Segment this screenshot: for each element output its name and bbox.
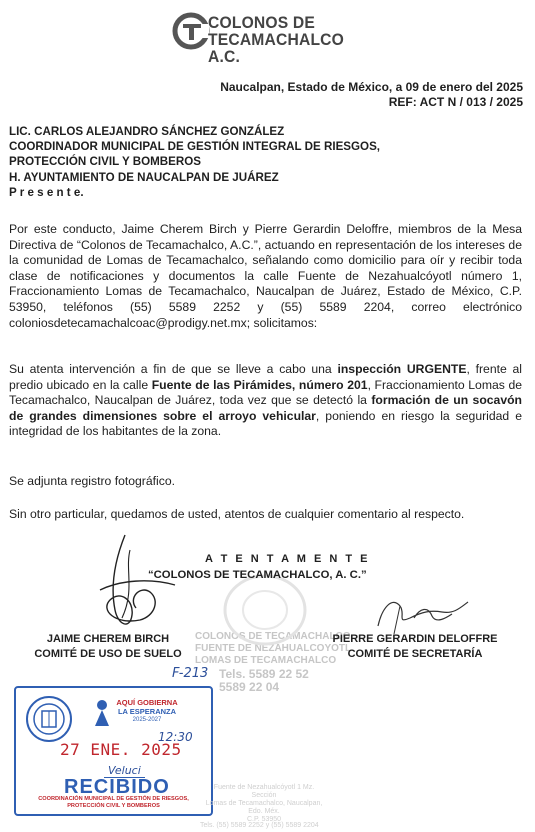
addressee-presente: P r e s e n t e. bbox=[9, 185, 84, 199]
p2-emphasis-sinkhole: formación de un socavón de grandes dimensiones sobre el arroyo vehicular bbox=[9, 393, 522, 423]
faint-stamp-line: Tels. 5589 22 52 bbox=[219, 667, 309, 681]
footer-phones: Tels. (55) 5589 2252 y (55) 5589 2204 bbox=[200, 822, 319, 829]
org-name-line1: COLONOS DE bbox=[208, 13, 315, 32]
colonos-logo-icon bbox=[172, 12, 210, 50]
faint-stamp-line: 5589 22 04 bbox=[219, 680, 280, 694]
municipal-seal-icon bbox=[24, 694, 74, 744]
slogan bbox=[114, 698, 180, 725]
initials-handwritten: Veluci bbox=[104, 764, 145, 778]
body-paragraph-2 bbox=[9, 362, 522, 440]
p2-text: , frente al predio ubicado en la calle bbox=[9, 362, 522, 392]
faint-stamp-line: LOMAS DE TECAMACHALCO bbox=[195, 655, 337, 666]
slogan-period: 2025-2027 bbox=[132, 717, 162, 723]
folio-handwritten: F-213 bbox=[172, 666, 209, 681]
p2-emphasis-address: Fuente de las Pirámides, número 201 bbox=[151, 377, 368, 392]
place-date: Naucalpan, Estado de México, a 09 de enero del 2025 bbox=[220, 80, 523, 94]
footer-line: C.P. 53950 bbox=[246, 816, 282, 823]
footer-line: Lomas de Tecamachalco, Naucalpan, Edo. Méx. bbox=[205, 800, 323, 815]
reference-number: REF: ACT N / 013 / 2025 bbox=[388, 95, 523, 109]
signer-1-role: COMITÉ DE USO DE SUELO bbox=[34, 648, 182, 660]
addressee-title: COORDINADOR MUNICIPAL DE GESTIÓN INTEGRAL DE RIESGOS, bbox=[9, 140, 381, 154]
signer-2 bbox=[330, 632, 500, 662]
body-paragraph-1: Por este conducto, Jaime Cherem Birch y Pierre Gerardin Deloffre, miembros de la Mesa Directiva de “Colonos de Tecamachalco, A.C.”, actuando en representación de los intereses de la comunidad de Lomas de Tecamachalco, señalando como domicilio para oír y recibir toda clase de notificaciones y documentos la calle Fuente de Nezahualcóyotl número 1, Fraccionamiento Lomas de Tecamachalco, Naucalpan de Juárez, Estado de México, C.P. 53950, teléfonos (55) 5589 2252 y (55) 5589 2204, correo electrónico coloniosdetecamachalcoac@prodigy.net.mx; solicitamos: bbox=[9, 222, 522, 330]
received-date: 27 ENE. 2025 bbox=[60, 740, 182, 759]
closing-atentamente: A T E N T A M E N T E bbox=[205, 553, 370, 565]
addressee-block bbox=[9, 124, 509, 200]
faint-stamp-line: FUENTE DE NEZAHUALCOYOTL bbox=[195, 643, 352, 654]
signer-1-name: JAIME CHEREM BIRCH bbox=[46, 633, 170, 645]
addressee-title-cont: PROTECCIÓN CIVIL Y BOMBEROS bbox=[9, 155, 201, 169]
body-paragraph-4: Sin otro particular, quedamos de usted, atentos de cualquier comentario al respecto. bbox=[9, 507, 465, 521]
org-name-line2: TECAMACHALCO A.C. bbox=[208, 30, 345, 66]
p2-emphasis-inspection: inspección URGENTE bbox=[337, 362, 467, 376]
footer-line: Fuente de Nezahualcóyotl 1 Mz. Sección bbox=[213, 784, 315, 799]
signer-2-role: COMITÉ DE SECRETARÍA bbox=[347, 648, 483, 660]
signer-1 bbox=[28, 632, 188, 662]
faint-stamp-line: COLONOS DE TECAMACHALCO bbox=[195, 631, 351, 642]
slogan-line-2: LA ESPERANZA bbox=[117, 707, 177, 716]
p2-text: , poniendo en riesgo la seguridad e integridad de los habitantes de la zona. bbox=[9, 408, 522, 439]
p2-text: Su atenta intervención a fin de que se lleve a cabo una bbox=[9, 362, 338, 376]
addressee-institution: H. AYUNTAMIENTO DE NAUCALPAN DE JUÁREZ bbox=[9, 170, 279, 184]
footer-address bbox=[204, 784, 324, 824]
faint-seal-icon bbox=[220, 570, 310, 650]
received-stamp bbox=[14, 686, 213, 816]
esperanza-emblem-icon bbox=[92, 698, 112, 728]
received-office bbox=[20, 796, 207, 809]
received-title: RECIBIDO bbox=[64, 776, 170, 798]
signer-2-name: PIERRE GERARDIN DELOFFRE bbox=[332, 633, 498, 645]
received-office-line2: PROTECCIÓN CIVIL Y BOMBEROS bbox=[67, 802, 160, 809]
body-paragraph-3: Se adjunta registro fotográfico. bbox=[9, 474, 175, 488]
closing-organization: “COLONOS DE TECAMACHALCO, A. C.” bbox=[148, 569, 367, 581]
slogan-line-1: AQUÍ GOBIERNA bbox=[116, 698, 178, 707]
p2-text: , Fraccionamiento Lomas de Tecamachalco, Naucalpan de Juárez, toda vez que se detectó la bbox=[9, 377, 523, 408]
signature-jaime-cherem bbox=[70, 530, 190, 640]
addressee-name: LIC. CARLOS ALEJANDRO SÁNCHEZ GONZÁLEZ bbox=[9, 125, 285, 138]
time-handwritten: 12:30 bbox=[158, 730, 193, 744]
received-office-line1: COORDINACIÓN MUNICIPAL DE GESTIÓN DE RIESGOS, bbox=[38, 796, 189, 802]
letterhead-logo bbox=[172, 10, 372, 66]
